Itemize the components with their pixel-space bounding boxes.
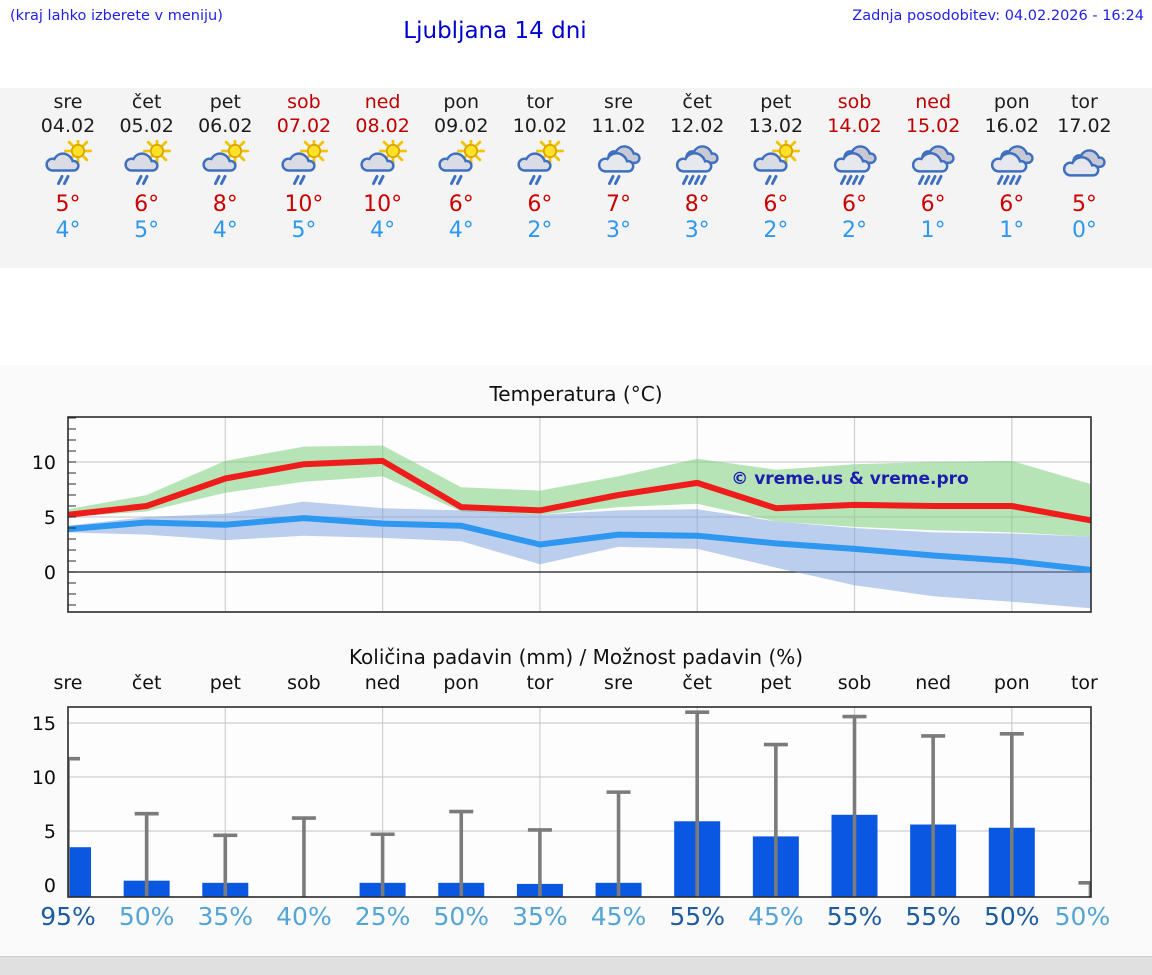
precip-day-label: sre bbox=[53, 672, 83, 694]
day-icon-wrap bbox=[27, 140, 109, 190]
precipitation-chart-title: Količina padavin (mm) / Možnost padavin (%) bbox=[348, 645, 804, 669]
y-axis-label: 5 bbox=[43, 507, 56, 529]
rain-drops-icon bbox=[452, 177, 462, 184]
forecast-day-column bbox=[971, 88, 1053, 268]
day-name: sre bbox=[604, 91, 634, 113]
precip-day-label: ned bbox=[364, 672, 401, 694]
rain-drops-icon bbox=[137, 177, 147, 184]
forecast-strip bbox=[0, 88, 1152, 268]
page-title: Ljubljana 14 dni bbox=[403, 18, 587, 44]
precip-probability-label: 55% bbox=[826, 902, 883, 931]
rain-drops-icon bbox=[216, 177, 226, 184]
precip-day-label: čet bbox=[682, 672, 712, 694]
day-name: sob bbox=[837, 91, 872, 113]
day-icon-wrap bbox=[735, 140, 817, 190]
y-axis-label: 0 bbox=[43, 875, 56, 897]
day-date: 12.02 bbox=[669, 115, 725, 137]
day-icon-wrap bbox=[184, 140, 266, 190]
precip-day-label: ned bbox=[915, 672, 952, 694]
day-high-temp: 6° bbox=[842, 192, 867, 217]
forecast-day-column bbox=[420, 88, 502, 268]
region-select-link[interactable]: (kraj lahko izberete v meniju) bbox=[10, 8, 223, 24]
day-name: pet bbox=[209, 91, 241, 113]
rain-drops-icon bbox=[841, 177, 863, 184]
weather-icon-cloudy-rain bbox=[907, 140, 959, 187]
day-date: 17.02 bbox=[1057, 115, 1112, 137]
forecast-day-column bbox=[1043, 88, 1125, 268]
rain-drops-icon bbox=[373, 177, 383, 184]
day-low-temp: 4° bbox=[212, 218, 238, 243]
weather-icon-partly-sunny-rain bbox=[514, 140, 566, 187]
day-high-temp: 10° bbox=[284, 192, 324, 217]
rain-drops-icon bbox=[530, 177, 540, 184]
forecast-day-column bbox=[578, 88, 660, 268]
day-date: 04.02 bbox=[40, 115, 96, 137]
y-axis-label: 15 bbox=[31, 713, 56, 735]
day-low-temp: 2° bbox=[763, 218, 789, 243]
day-name: ned bbox=[915, 91, 952, 113]
day-name: čet bbox=[131, 91, 162, 113]
day-high-temp: 6° bbox=[999, 192, 1025, 217]
day-icon-wrap bbox=[892, 140, 974, 190]
precip-day-label: sob bbox=[837, 672, 872, 694]
precip-probability-label: 35% bbox=[512, 902, 568, 931]
day-icon-wrap bbox=[263, 140, 345, 190]
day-high-temp: 7° bbox=[606, 192, 632, 217]
rain-drops-icon bbox=[920, 177, 942, 184]
weather-icon-cloudy-rain bbox=[829, 140, 881, 187]
precipitation-day-labels bbox=[0, 672, 1152, 698]
precip-day-label: tor bbox=[526, 672, 554, 694]
rain-drops-icon bbox=[998, 177, 1020, 184]
day-date: 07.02 bbox=[276, 115, 332, 137]
day-low-temp: 4° bbox=[370, 218, 396, 243]
day-high-temp: 10° bbox=[363, 192, 403, 217]
y-axis-label: 10 bbox=[31, 767, 56, 789]
day-high-temp: 5° bbox=[1071, 192, 1097, 217]
day-name: tor bbox=[526, 91, 554, 113]
day-low-temp: 3° bbox=[684, 218, 710, 243]
forecast-day-column bbox=[499, 88, 581, 268]
precip-probability-label: 50% bbox=[433, 902, 490, 931]
day-name: sob bbox=[287, 91, 321, 113]
watermark-text: © vreme.us & vreme.pro bbox=[731, 469, 969, 489]
day-low-temp: 4° bbox=[55, 218, 81, 243]
precipitation-chart bbox=[0, 703, 1152, 903]
precip-day-label: sre bbox=[604, 672, 634, 694]
precip-probability-label: 45% bbox=[748, 902, 804, 931]
day-low-temp: 1° bbox=[920, 218, 946, 243]
day-icon-wrap bbox=[1043, 140, 1125, 190]
day-date: 10.02 bbox=[512, 115, 568, 137]
day-high-temp: 8° bbox=[684, 192, 710, 217]
day-low-temp: 2° bbox=[527, 218, 553, 243]
day-low-temp: 4° bbox=[448, 218, 474, 243]
weather-icon-partly-sunny-rain bbox=[750, 140, 802, 187]
precip-probability-label: 55% bbox=[905, 902, 961, 931]
forecast-day-column bbox=[184, 88, 266, 268]
day-low-temp: 1° bbox=[999, 218, 1025, 243]
rain-drops-icon bbox=[59, 177, 69, 184]
forecast-day-column bbox=[106, 88, 188, 268]
footer-band bbox=[0, 956, 1152, 975]
day-high-temp: 6° bbox=[448, 192, 474, 217]
day-icon-wrap bbox=[578, 140, 660, 190]
day-icon-wrap bbox=[971, 140, 1053, 190]
day-high-temp: 8° bbox=[212, 192, 238, 217]
precip-probability-label: 55% bbox=[669, 902, 725, 931]
day-name: pon bbox=[993, 91, 1030, 113]
weather-icon-cloudy-light-rain bbox=[593, 140, 645, 187]
day-icon-wrap bbox=[106, 140, 188, 190]
day-high-temp: 6° bbox=[527, 192, 553, 217]
forecast-day-column bbox=[342, 88, 424, 268]
weather-icon-partly-sunny-rain bbox=[42, 140, 94, 187]
day-date: 14.02 bbox=[827, 115, 882, 137]
weather-icon-partly-sunny-rain bbox=[357, 140, 409, 187]
day-name: tor bbox=[1070, 91, 1098, 113]
day-low-temp: 2° bbox=[842, 218, 867, 243]
day-low-temp: 0° bbox=[1071, 218, 1097, 243]
temperature-chart-title: Temperatura (°C) bbox=[489, 382, 663, 406]
precip-day-label: čet bbox=[131, 672, 162, 694]
precipitation-probability-row bbox=[0, 902, 1152, 936]
weather-icon-cloudy-rain bbox=[671, 140, 723, 187]
weather-icon-partly-sunny-rain bbox=[121, 140, 173, 187]
day-low-temp: 5° bbox=[134, 218, 160, 243]
precip-probability-label: 40% bbox=[276, 902, 332, 931]
precip-day-label: pet bbox=[209, 672, 241, 694]
day-high-temp: 6° bbox=[763, 192, 789, 217]
weather-icon-cloudy-rain bbox=[986, 140, 1038, 187]
forecast-day-column bbox=[263, 88, 345, 268]
day-low-temp: 3° bbox=[606, 218, 632, 243]
forecast-day-column bbox=[892, 88, 974, 268]
day-date: 11.02 bbox=[591, 115, 646, 137]
day-name: sre bbox=[53, 91, 83, 113]
rain-drops-icon bbox=[766, 177, 776, 184]
rain-drops-icon bbox=[684, 177, 706, 184]
day-date: 13.02 bbox=[748, 115, 804, 137]
day-name: pon bbox=[443, 91, 480, 113]
weather-icon-partly-sunny-rain bbox=[435, 140, 487, 187]
precip-probability-label: 45% bbox=[590, 902, 647, 931]
forecast-day-column bbox=[27, 88, 109, 268]
weather-icon-partly-sunny-rain bbox=[278, 140, 330, 187]
precip-day-label: tor bbox=[1070, 672, 1098, 694]
precip-probability-label: 35% bbox=[197, 902, 254, 931]
y-axis-label: 0 bbox=[43, 562, 56, 584]
weather-icon-cloudy bbox=[1058, 140, 1110, 187]
day-icon-wrap bbox=[656, 140, 738, 190]
precip-day-label: pon bbox=[993, 672, 1030, 694]
precip-day-label: pet bbox=[760, 672, 792, 694]
precip-probability-label: 50% bbox=[984, 902, 1040, 931]
day-name: pet bbox=[760, 91, 792, 113]
day-icon-wrap bbox=[420, 140, 502, 190]
precip-probability-label: 50% bbox=[1054, 902, 1111, 931]
day-date: 15.02 bbox=[905, 115, 961, 137]
day-icon-wrap bbox=[342, 140, 424, 190]
precip-probability-label: 25% bbox=[354, 902, 411, 931]
day-icon-wrap bbox=[814, 140, 896, 190]
day-high-temp: 6° bbox=[134, 192, 160, 217]
weather-icon-partly-sunny-rain bbox=[199, 140, 251, 187]
precip-probability-label: 50% bbox=[118, 902, 175, 931]
precip-day-label: pon bbox=[443, 672, 480, 694]
precip-probability-label: 95% bbox=[40, 902, 96, 931]
day-high-temp: 6° bbox=[920, 192, 946, 217]
rain-drops-icon bbox=[294, 177, 304, 184]
forecast-day-column bbox=[814, 88, 896, 268]
y-axis-label: 10 bbox=[31, 452, 56, 474]
day-name: čet bbox=[682, 91, 712, 113]
day-date: 05.02 bbox=[119, 115, 174, 137]
y-axis-label: 5 bbox=[43, 821, 56, 843]
last-update-label: Zadnja posodobitev: 04.02.2026 - 16:24 bbox=[852, 8, 1144, 24]
day-date: 08.02 bbox=[355, 115, 410, 137]
precip-day-label: sob bbox=[287, 672, 321, 694]
day-low-temp: 5° bbox=[291, 218, 317, 243]
day-name: ned bbox=[364, 91, 401, 113]
day-date: 09.02 bbox=[434, 115, 489, 137]
day-date: 16.02 bbox=[984, 115, 1039, 137]
day-icon-wrap bbox=[499, 140, 581, 190]
forecast-day-column bbox=[656, 88, 738, 268]
forecast-day-column bbox=[735, 88, 817, 268]
day-date: 06.02 bbox=[198, 115, 253, 137]
day-high-temp: 5° bbox=[55, 192, 81, 217]
rain-drops-icon bbox=[609, 177, 619, 184]
temperature-chart bbox=[0, 410, 1152, 620]
